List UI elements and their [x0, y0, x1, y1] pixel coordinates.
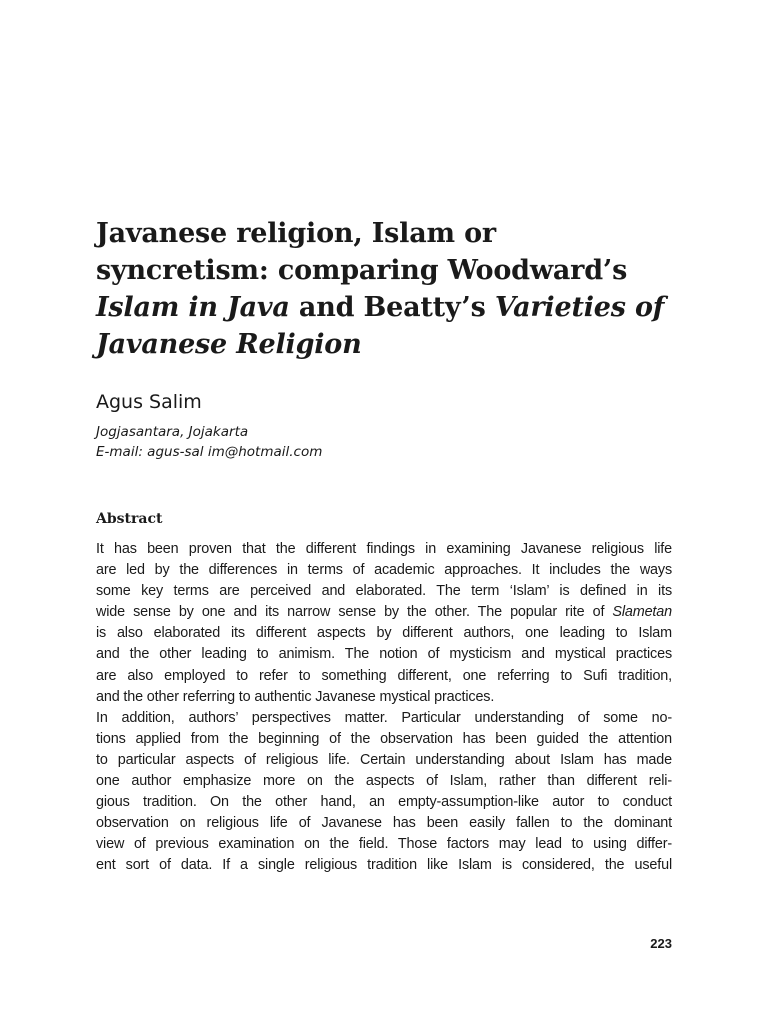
abstract-line: gious tradition. On the other hand, an empty-assumption-like autor to conduct [96, 794, 672, 811]
abstract-line: are also employed to refer to something different, one referring to Sufi tradition, [96, 667, 672, 684]
abstract-line: view of previous examination on the field. Those factors may lead to using differ- [96, 836, 672, 853]
paper-page [96, 0, 672, 1024]
title-line-4 [96, 326, 676, 363]
title-book-woodward: Islam in Java [96, 292, 290, 323]
author-affiliation: Jogjasantara, Jojakarta [96, 424, 249, 440]
abstract-italic-term: Slametan [612, 604, 672, 621]
title-book-beatty-part1: Varieties of [494, 292, 665, 323]
abstract-line: tions applied from the beginning of the observation has been guided the attention [96, 730, 672, 747]
title-connector: and Beatty’s [289, 292, 495, 323]
author-email: E-mail: agus-sal im@hotmail.com [96, 444, 323, 460]
abstract-line: It has been proven that the different findings in examining Javanese religious life [96, 541, 672, 557]
author-affiliation-block [96, 422, 322, 462]
abstract-body [96, 539, 672, 877]
abstract-line: are led by the differences in terms of academic approaches. It includes the ways [96, 562, 672, 579]
abstract-line: to particular aspects of religious life. Certain understanding about Islam has made [96, 751, 672, 768]
title-line-2: syncretism: comparing Woodward’s [96, 255, 628, 286]
title-book-beatty-part2: Javanese Religion [96, 329, 362, 360]
abstract-line: ent sort of data. If a single religious tradition like Islam is considered, the useful [96, 857, 672, 874]
abstract-line: one author emphasize more on the aspects of Islam, rather than different reli- [96, 773, 672, 790]
title-line-3 [96, 289, 676, 326]
abstract-line: some key terms are perceived and elaborated. The term ‘Islam’ is defined in its [96, 583, 672, 600]
page-number: 223 [650, 936, 672, 951]
title-line-1: Javanese religion, Islam or [96, 218, 496, 249]
abstract-line: observation on religious life of Javanese has been easily fallen to the dominant [96, 815, 672, 832]
abstract-heading: Abstract [96, 511, 163, 527]
abstract-line-text: wide sense by one and its narrow sense by the other. The popular rite of [96, 604, 613, 621]
abstract-line: and the other leading to animism. The notion of mysticism and mystical practices [96, 646, 672, 663]
abstract-line [96, 602, 672, 623]
author-name: Agus Salim [96, 391, 202, 413]
article-title [96, 215, 676, 363]
abstract-line: and the other referring to authentic Javanese mystical practices. [96, 688, 495, 705]
abstract-line: In addition, authors’ perspectives matter. Particular understanding of some no- [96, 709, 672, 726]
abstract-line: is also elaborated its different aspects by different authors, one leading to Islam [96, 625, 672, 642]
